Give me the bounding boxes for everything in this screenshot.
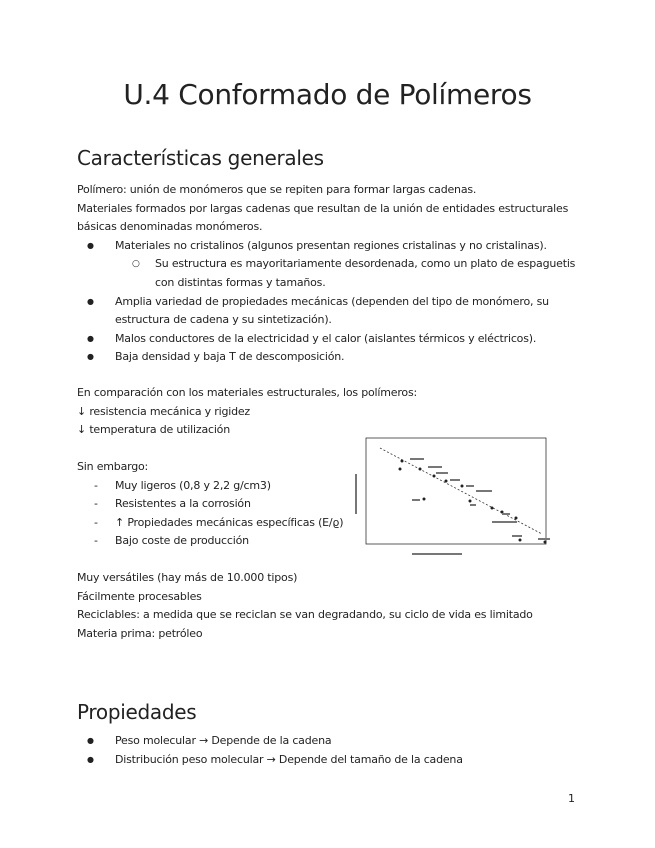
paragraph: ↓ temperatura de utilización: [77, 423, 230, 437]
page-number: 1: [568, 792, 575, 805]
list-item: ● Malos conductores de la electricidad y el calor (aislantes térmicos y eléctricos).: [77, 330, 577, 349]
sub-list-item: ○ Su estructura es mayoritariamente desordenada, como un plato de espaguetis con distintas formas y tamaños.: [77, 255, 587, 292]
properties-block: [77, 732, 577, 769]
bullet-list: [77, 237, 577, 367]
paragraph: Materia prima: petróleo: [77, 626, 203, 640]
list-item: ● Distribución peso molecular → Depende del tamaño de la cadena: [77, 751, 577, 770]
list-item: - Muy ligeros (0,8 y 2,2 g/cm3): [77, 477, 347, 496]
dash-list: [77, 477, 347, 551]
comparison-block: [77, 384, 577, 440]
list-item: ● Amplia variedad de propiedades mecánicas (dependen del tipo de monómero, su estructura de cadena y su sintetización).: [77, 293, 577, 330]
closing-block: [77, 569, 577, 643]
advantages-block: [77, 458, 347, 551]
bullet-list: [77, 732, 577, 769]
intro-block: [77, 181, 577, 367]
list-item: - ↑ Propiedades mecánicas específicas (E/ϱ): [77, 514, 347, 533]
paragraph: Fácilmente procesables: [77, 589, 202, 603]
paragraph: ↓ resistencia mecánica y rigidez: [77, 404, 251, 418]
list-item: - Bajo coste de producción: [77, 532, 347, 551]
page-title: U.4 Conformado de Polímeros: [123, 78, 532, 111]
paragraph: En comparación con los materiales estructurales, los polímeros:: [77, 386, 417, 399]
list-item: ● Peso molecular → Depende de la cadena: [77, 732, 577, 751]
paragraph: Sin embargo:: [77, 460, 149, 473]
list-item: ● Baja densidad y baja T de descomposición.: [77, 348, 577, 367]
list-item: - Resistentes a la corrosión: [77, 495, 347, 514]
paragraph: Polímero: unión de monómeros que se repiten para formar largas cadenas.: [77, 183, 477, 196]
list-item: ● Materiales no cristalinos (algunos presentan regiones cristalinas y no cristalinas).: [77, 237, 577, 256]
section-heading-caracteristicas: Características generales: [77, 146, 324, 170]
paragraph: Reciclables: a medida que se reciclan se van degradando, su ciclo de vida es limitado: [77, 608, 533, 622]
paragraph: Materiales formados por largas cadenas que resultan de la unión de entidades estructurales básicas denominadas monómeros.: [77, 201, 569, 234]
specific-strength-chart-image: [352, 434, 562, 562]
section-heading-propiedades: Propiedades: [77, 700, 197, 724]
paragraph: Muy versátiles (hay más de 10.000 tipos): [77, 571, 298, 584]
